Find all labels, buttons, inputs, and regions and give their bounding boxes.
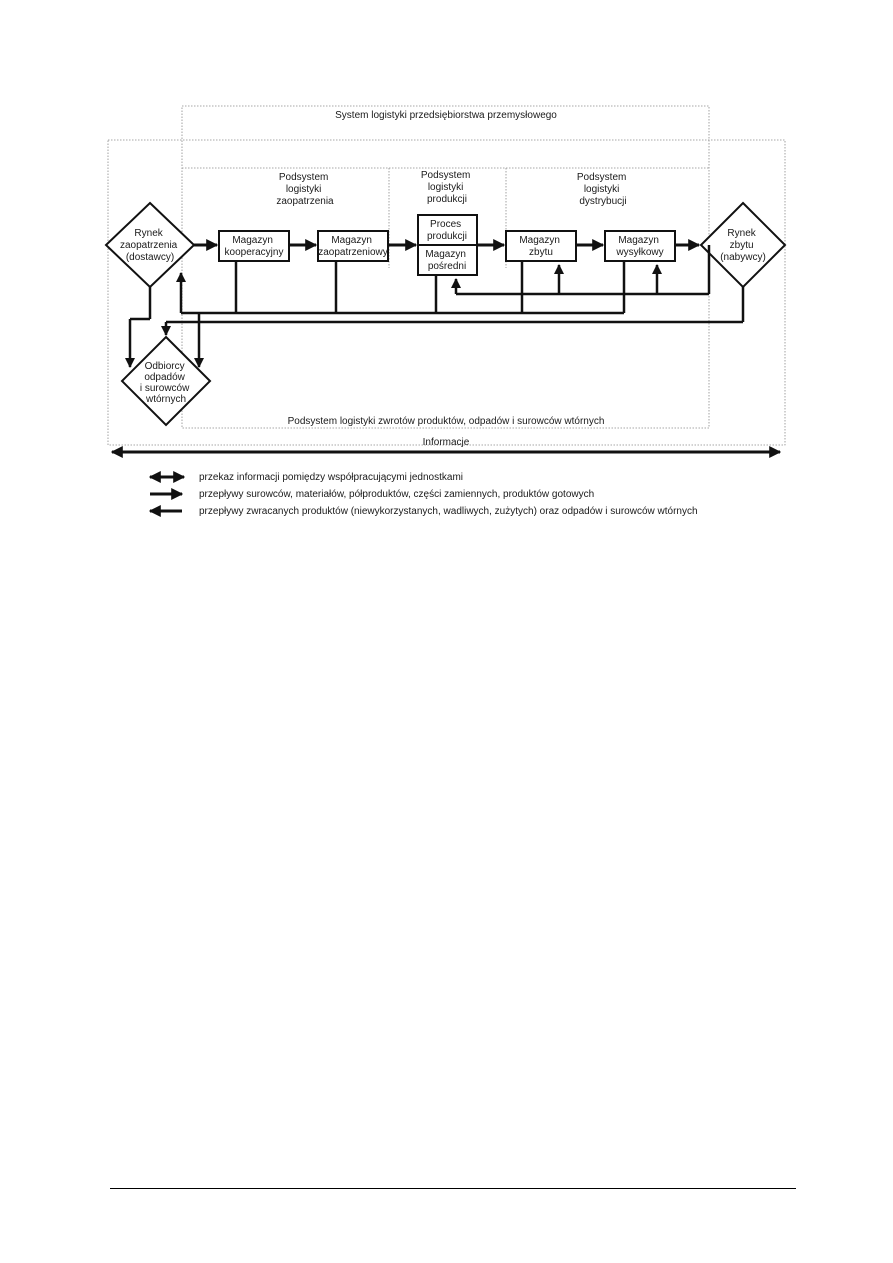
production-process-label: Proces produkcji — [426, 219, 468, 242]
footer-rule — [110, 1188, 796, 1189]
returns-subsystem-title: Podsystem logistyki zwrotów produktów, odpadów i surowców wtórnych — [287, 416, 605, 427]
subsystem-distribution-title: Podsystem logistyki dystrybucji — [576, 172, 627, 207]
intermediate-warehouse-label: Magazyn pośredni — [425, 249, 467, 272]
legend-reverse-text: przepływy zwracanych produktów (niewykorzystanych, wadliwych, zużytych) oraz odpadów i surowców wtórnych — [199, 506, 698, 517]
sales-warehouse-label: Magazyn zbytu — [519, 235, 560, 258]
return-flow-lines — [181, 261, 624, 313]
shipping-warehouse-label: Magazyn wysyłkowy — [616, 235, 664, 258]
sales-market-label: Rynek zbytu (nabywcy) — [720, 228, 766, 263]
information-label: Informacje — [422, 437, 470, 448]
supply-warehouse-label: Magazyn zaopatrzeniowy — [318, 235, 388, 258]
legend — [150, 472, 698, 517]
supply-market-label: Rynek zaopatrzenia (dostawcy) — [119, 228, 178, 263]
cooperation-warehouse-label: Magazyn kooperacyjny — [224, 235, 284, 258]
legend-info-text: przekaz informacji pomiędzy współpracującymi jednostkami — [199, 472, 463, 483]
subsystem-supply-title: Podsystem logistyki zaopatrzenia — [276, 172, 334, 207]
legend-forward-text: przepływy surowców, materiałów, półproduktów, części zamiennych, produktów gotowych — [199, 489, 595, 500]
subsystem-production-title: Podsystem logistyki produkcji — [420, 170, 471, 205]
system-title: System logistyki przedsiębiorstwa przemysłowego — [335, 110, 557, 121]
waste-recipients-label: Odbiorcy odpadów i surowców wtórnych — [139, 361, 190, 405]
